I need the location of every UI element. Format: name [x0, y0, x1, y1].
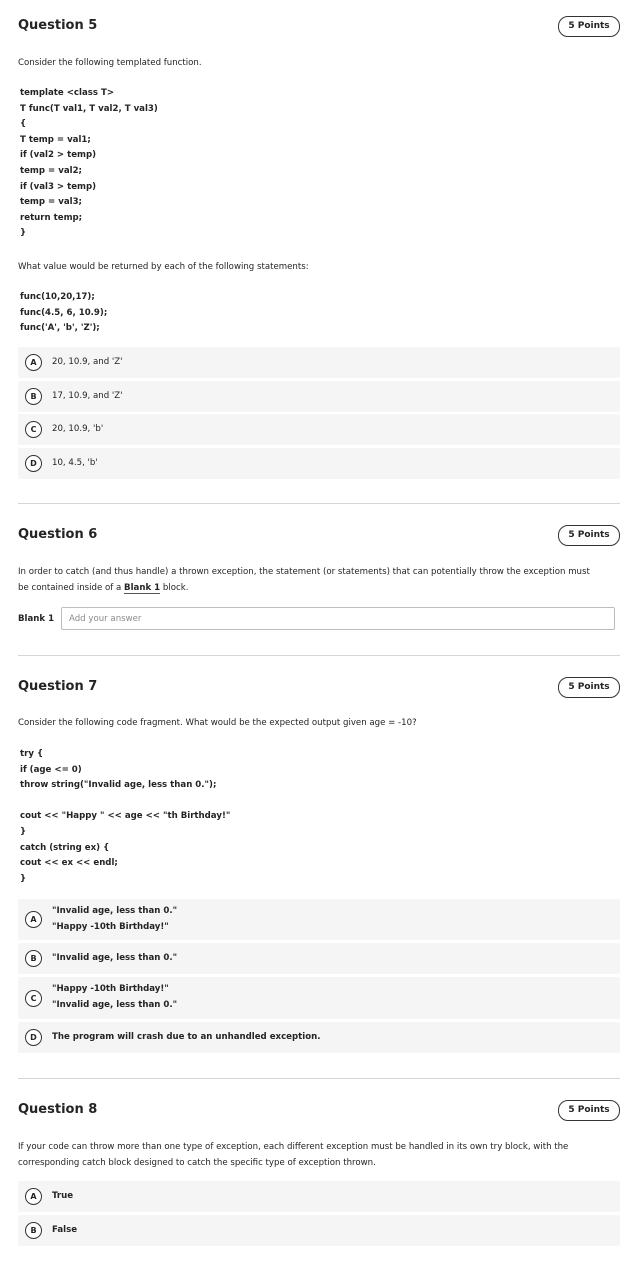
- question-prompt: If your code can throw more than one type of exception, each different exception must be handled in its own try block, with the: [18, 1142, 569, 1152]
- code-line: T temp = val1;: [20, 134, 91, 145]
- option-letter-badge: A: [25, 1188, 42, 1205]
- divider: [18, 655, 620, 656]
- question-title: Question 7: [18, 679, 98, 694]
- option-line: "Happy -10th Birthday!": [52, 984, 169, 994]
- code-line: T func(T val1, T val2, T val3): [20, 103, 158, 114]
- code-line: [20, 794, 230, 810]
- option-text: The program will crash due to an unhandled exception.: [52, 1032, 321, 1042]
- code-line: if (age <= 0): [20, 764, 82, 775]
- option-text: 10, 4.5, 'b': [52, 458, 98, 468]
- points-badge: 5 Points: [558, 677, 620, 698]
- code-line: {: [20, 119, 27, 130]
- code-block: [20, 747, 230, 887]
- prompt-text: be contained inside of a: [18, 583, 122, 593]
- option-text: 20, 10.9, 'b': [52, 424, 104, 434]
- code-line: func(10,20,17);: [20, 292, 95, 302]
- option-line: "Invalid age, less than 0.": [52, 999, 178, 1010]
- option-letter-badge: C: [25, 990, 42, 1007]
- code-line: func(4.5, 6, 10.9);: [20, 307, 108, 318]
- option-text: 20, 10.9, and 'Z': [52, 357, 123, 367]
- code-line: try {: [20, 749, 44, 759]
- question-title: Question 5: [18, 18, 98, 33]
- code-line: catch (string ex) {: [20, 842, 110, 853]
- points-badge: 5 Points: [558, 1100, 620, 1121]
- code-line: temp = val3;: [20, 197, 82, 208]
- code-block: [20, 86, 158, 242]
- option-letter-badge: D: [25, 455, 42, 472]
- question-prompt: Consider the following templated function.: [18, 58, 202, 68]
- option-text: False: [52, 1225, 78, 1235]
- option-letter-badge: A: [25, 354, 42, 371]
- question-prompt-line-2: [18, 580, 188, 596]
- option-a[interactable]: [18, 347, 620, 378]
- option-letter-badge: D: [25, 1029, 42, 1046]
- option-b[interactable]: [18, 943, 620, 974]
- code-line: template <class T>: [20, 88, 115, 98]
- option-b[interactable]: [18, 381, 620, 412]
- question-title: Question 6: [18, 527, 98, 542]
- blank-reference: Blank 1: [124, 583, 161, 593]
- points-badge: 5 Points: [558, 16, 620, 37]
- option-text: 17, 10.9, and 'Z': [52, 391, 123, 401]
- option-letter-badge: C: [25, 421, 42, 438]
- option-letter-badge: B: [25, 388, 42, 405]
- blank-answer-input[interactable]: [61, 607, 615, 630]
- code-line: return temp;: [20, 212, 83, 223]
- code-line: }: [20, 826, 27, 837]
- code-line: temp = val2;: [20, 165, 82, 176]
- code-line: }: [20, 228, 27, 239]
- code-block-2: [20, 290, 107, 337]
- option-text: [52, 904, 177, 935]
- code-line: if (val3 > temp): [20, 181, 97, 192]
- option-letter-badge: B: [25, 950, 42, 967]
- option-letter-badge: B: [25, 1222, 42, 1239]
- code-line: cout << "Happy " << age << "th Birthday!": [20, 811, 231, 822]
- question-prompt-line-2: corresponding catch block designed to catch the specific type of exception thrown.: [18, 1158, 376, 1168]
- code-line: cout << ex << endl;: [20, 858, 118, 869]
- option-line: "Invalid age, less than 0.": [52, 906, 178, 916]
- option-text: [52, 982, 177, 1013]
- option-b[interactable]: [18, 1215, 620, 1246]
- question-title: Question 8: [18, 1102, 98, 1117]
- code-line: func('A', 'b', 'Z');: [20, 323, 100, 334]
- divider: [18, 1078, 620, 1079]
- option-text: True: [52, 1191, 74, 1201]
- option-line: "Happy -10th Birthday!": [52, 921, 169, 932]
- option-a[interactable]: [18, 1181, 620, 1212]
- option-d[interactable]: [18, 1022, 620, 1053]
- blank-label: Blank 1: [18, 614, 55, 624]
- option-c[interactable]: [18, 977, 620, 1019]
- option-d[interactable]: [18, 448, 620, 479]
- points-badge: 5 Points: [558, 525, 620, 546]
- option-letter-badge: A: [25, 911, 42, 928]
- code-line: }: [20, 873, 27, 884]
- option-text: "Invalid age, less than 0.": [52, 953, 178, 963]
- prompt-text: block.: [162, 583, 189, 593]
- question-prompt: In order to catch (and thus handle) a thrown exception, the statement (or statements) that can potentially throw the exception must: [18, 567, 590, 577]
- option-c[interactable]: [18, 414, 620, 445]
- code-line: throw string("Invalid age, less than 0.");: [20, 780, 217, 791]
- divider: [18, 503, 620, 504]
- question-prompt-2: What value would be returned by each of the following statements:: [18, 262, 309, 272]
- option-a[interactable]: [18, 899, 620, 940]
- question-prompt: Consider the following code fragment. What would be the expected output given age = -10?: [18, 718, 417, 728]
- code-line: if (val2 > temp): [20, 150, 97, 161]
